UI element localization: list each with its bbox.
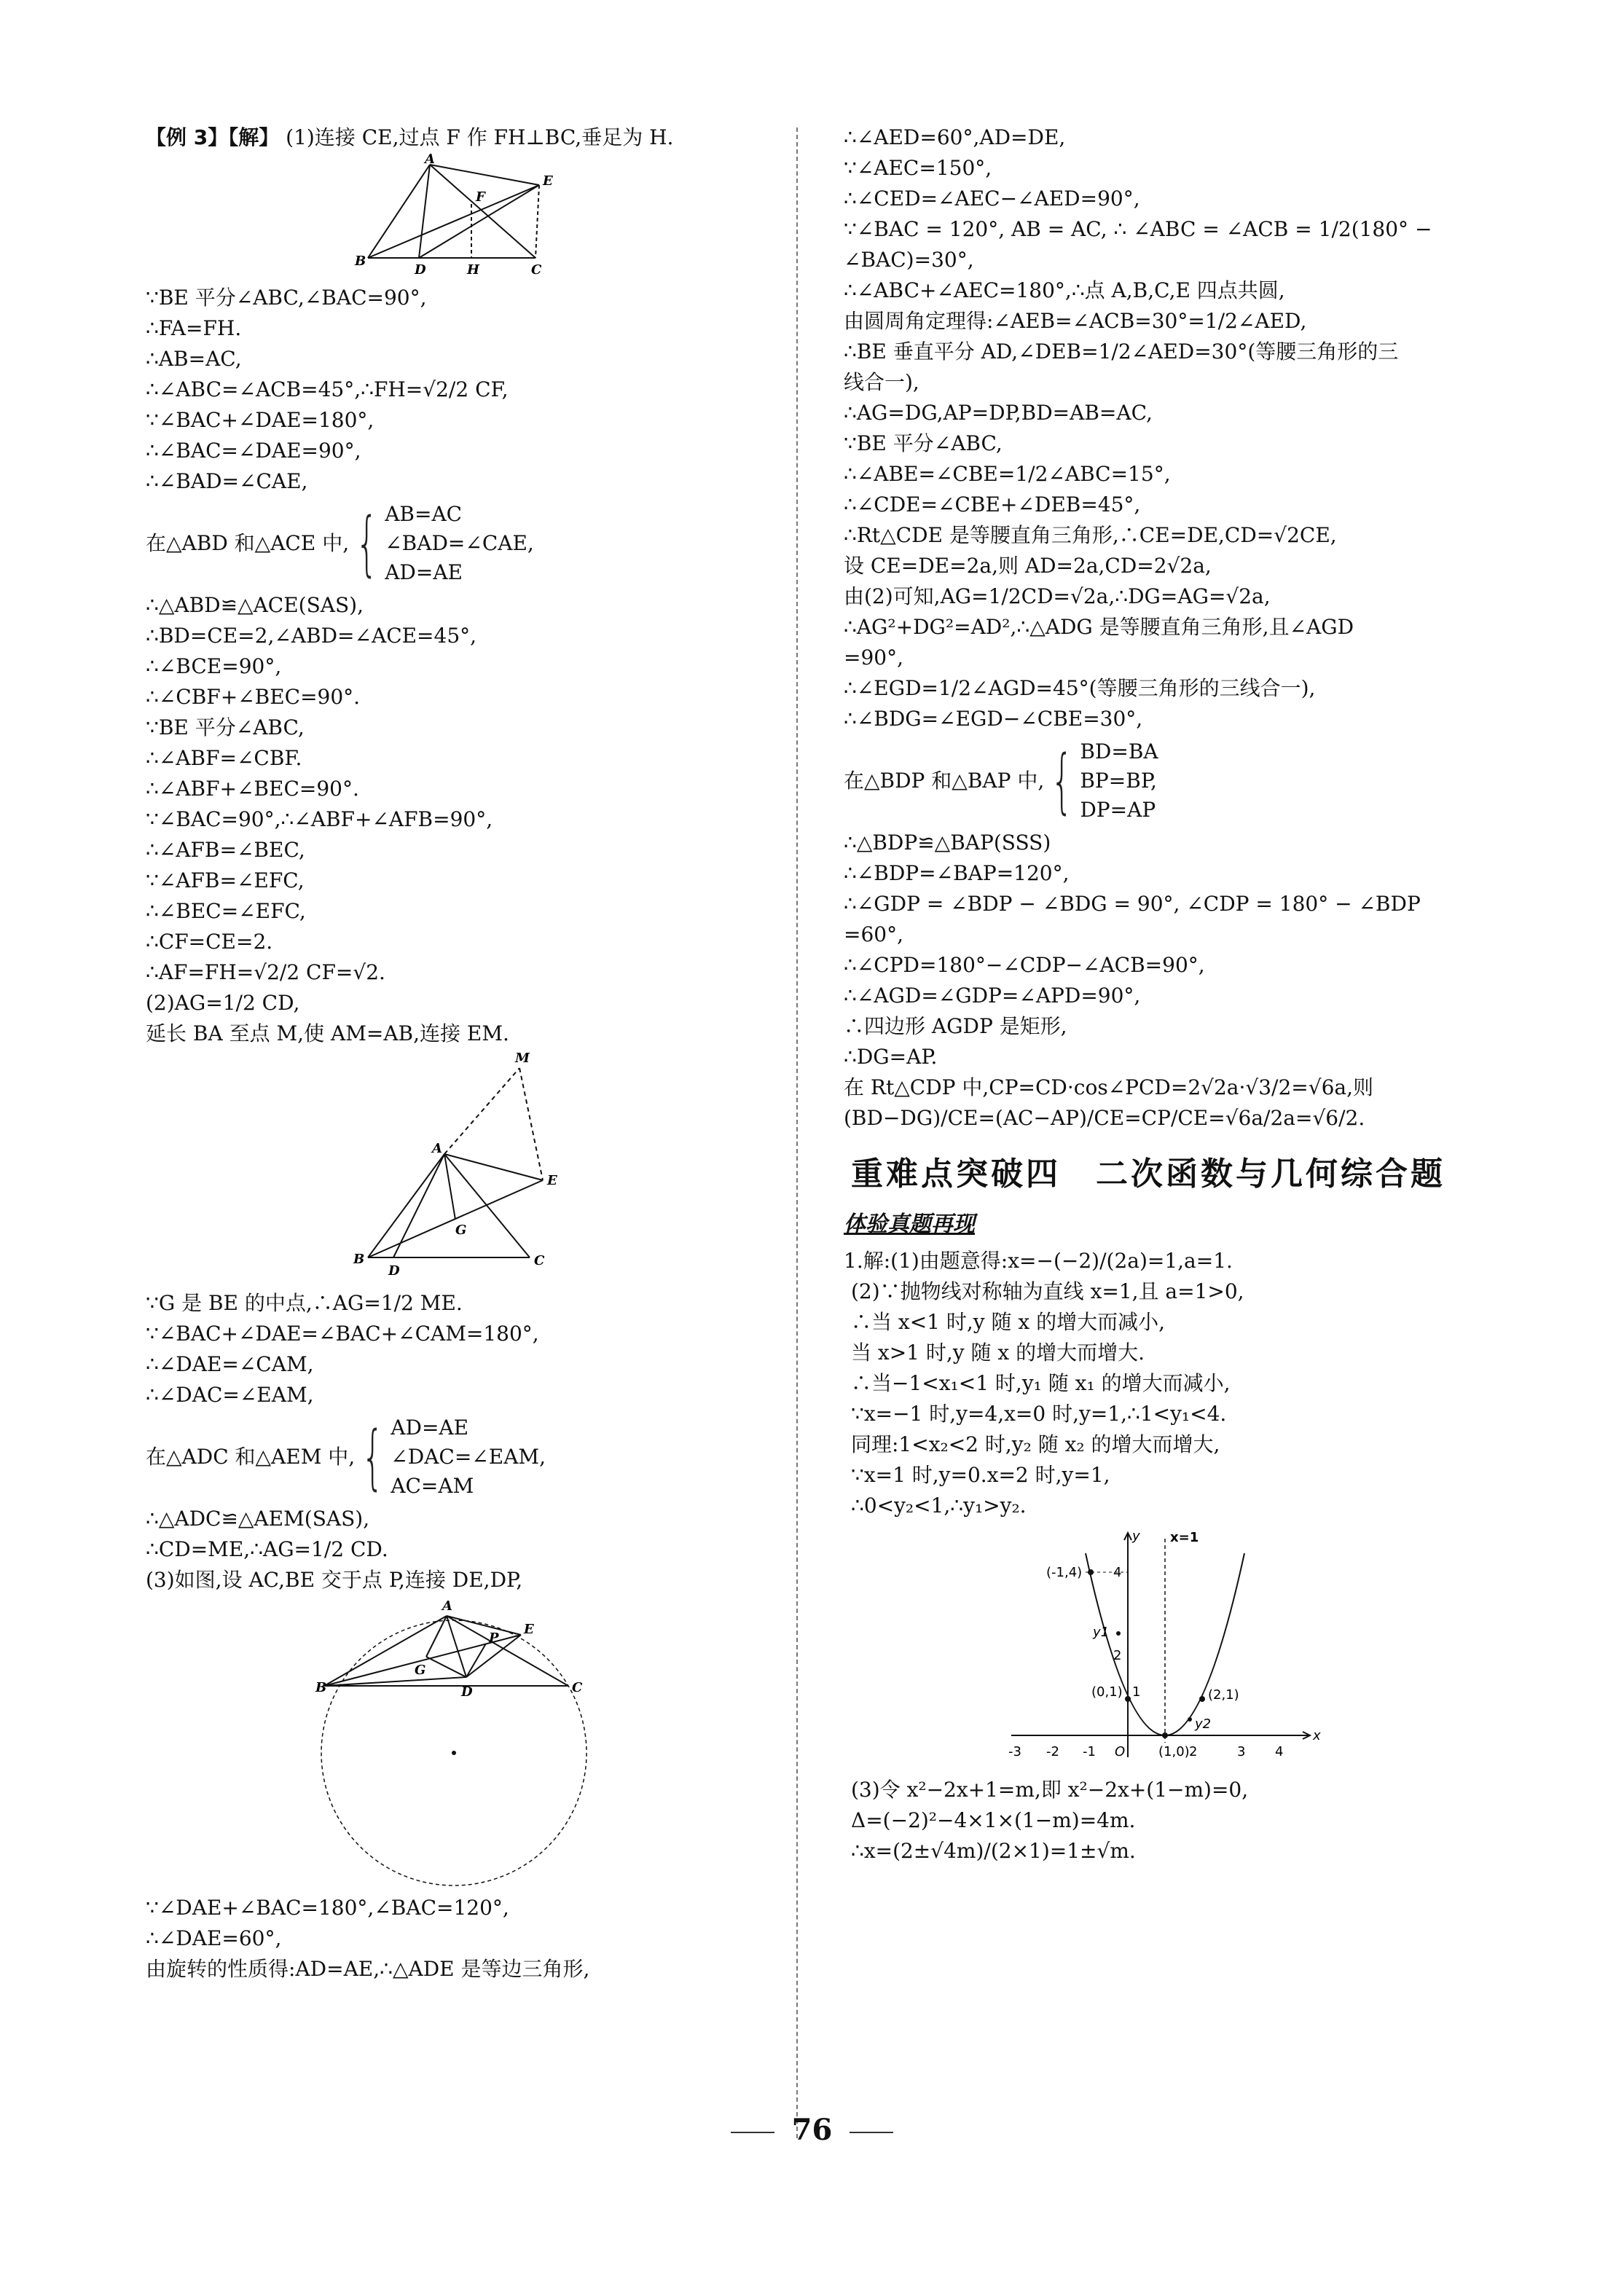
- brace-icon: {: [356, 503, 378, 584]
- text-line: 由(2)可知,AG=1/2CD=√2a,∴DG=AG=√2a,: [844, 584, 1271, 608]
- point-label: (0,1): [1091, 1684, 1123, 1700]
- text-line: ∴∠DAC=∠EAM,: [146, 1383, 314, 1407]
- text-line: ∴△ADC≌△AEM(SAS),: [146, 1507, 370, 1531]
- axis-label-y: y: [1132, 1528, 1140, 1544]
- fig1-label: B: [355, 254, 366, 269]
- text-line: ∴∠DAE=60°,: [146, 1926, 282, 1950]
- figure-circle-abc: [317, 1598, 608, 1890]
- proof-block-f: [146, 1893, 780, 1985]
- text-line: 设 CE=DE=2a,则 AD=2a,CD=2√2a,: [844, 554, 1212, 578]
- point-label: (1,0): [1158, 1744, 1190, 1759]
- text-line: 线合一),: [844, 370, 919, 394]
- system-row: AD=AE: [385, 560, 463, 584]
- axis-label-x: x: [1313, 1728, 1321, 1743]
- system-lead: 在△BDP 和△BAP 中,: [844, 769, 1045, 793]
- text-line: ∴四边形 AGDP 是矩形,: [844, 1014, 1067, 1038]
- proof-block-e: [146, 1504, 780, 1596]
- left-column: [146, 122, 780, 1985]
- fig3-label: G: [415, 1663, 426, 1678]
- text-line: ∴AF=FH=√2/2 CF=√2.: [146, 960, 385, 984]
- fig1-label: D: [415, 262, 426, 278]
- text-line: ∴∠ABF=∠CBF.: [146, 746, 302, 770]
- fig2-label: G: [455, 1222, 467, 1238]
- dash-decoration: [731, 2132, 774, 2133]
- text-line: ∴△BDP≌△BAP(SSS): [844, 831, 1051, 855]
- text-line: ∴∠CPD=180°−∠CDP−∠ACB=90°,: [844, 953, 1205, 977]
- brace-icon: {: [1051, 740, 1074, 822]
- fig2-label: M: [515, 1051, 530, 1066]
- system-row: AB=AC: [385, 502, 463, 526]
- text-line: ∴AG²+DG²=AD²,∴△ADG 是等腰直角三角形,且∠AGD: [844, 615, 1354, 639]
- text-line: ∴∠GDP = ∠BDP − ∠BDG = 90°, ∠CDP = 180° − ∠BDP: [844, 892, 1421, 916]
- page-number: [0, 2113, 1624, 2147]
- tick-label: 3: [1237, 1744, 1246, 1759]
- fig3-label: E: [524, 1622, 534, 1637]
- text-line: ∴∠ABC+∠AEC=180°,∴点 A,B,C,E 四点共圆,: [844, 278, 1285, 302]
- text-line: ∴∠EGD=1/2∠AGD=45°(等腰三角形的三线合一),: [844, 676, 1316, 700]
- text-line: ∴当 x<1 时,y 随 x 的增大而减小,: [851, 1310, 1165, 1334]
- subsection-heading: 体验真题再现: [844, 1212, 975, 1237]
- text-line: ∵∠BAC+∠DAE=∠BAC+∠CAM=180°,: [146, 1322, 539, 1346]
- text-line: ∴∠DAE=∠CAM,: [146, 1352, 314, 1376]
- figure-triangle-abc-2: [346, 1052, 579, 1285]
- tick-label: 4: [1113, 1565, 1122, 1580]
- text-line: ∴AG=DG,AP=DP,BD=AB=AC,: [844, 401, 1153, 425]
- system-lead: 在△ADC 和△AEM 中,: [146, 1445, 356, 1469]
- page-number-text: 76: [791, 2113, 833, 2147]
- solution-block-2: [844, 1775, 1485, 1867]
- text-line: ∵∠BAC+∠DAE=180°,: [146, 408, 374, 432]
- text-line: ∴∠AFB=∠BEC,: [146, 838, 305, 862]
- text-line: 由旋转的性质得:AD=AE,∴△ADE 是等边三角形,: [146, 1957, 590, 1981]
- text-line: Δ=(−2)²−4×1×(1−m)=4m.: [851, 1808, 1136, 1832]
- figure-triangle-abc-1: [353, 152, 572, 280]
- proof-block-d: [146, 1288, 780, 1410]
- tick-label: -3: [1008, 1744, 1021, 1759]
- text-line: ∴∠BCE=90°,: [146, 654, 282, 678]
- proof-block-r-b: [844, 828, 1485, 1134]
- text-line: ∴0<y₂<1,∴y₁>y₂.: [851, 1494, 1027, 1518]
- text-line: ∴CF=CE=2.: [146, 930, 273, 954]
- system-row: AC=AM: [391, 1474, 474, 1498]
- text-line: 由圆周角定理得:∠AEB=∠ACB=30°=1/2∠AED,: [844, 309, 1307, 333]
- fig2-label: A: [432, 1141, 442, 1156]
- text-line: ∵∠BAC = 120°, AB = AC, ∴ ∠ABC = ∠ACB = 1/2(180° −: [844, 217, 1432, 241]
- dash-decoration: [850, 2132, 893, 2133]
- text-line: ∴∠CBF+∠BEC=90°.: [146, 685, 361, 709]
- text-line: ∴∠CDE=∠CBE+∠DEB=45°,: [844, 492, 1141, 517]
- text-line: ∴当−1<x₁<1 时,y₁ 随 x₁ 的增大而减小,: [851, 1371, 1231, 1395]
- section-title: 重难点突破四 二次函数与几何综合题: [851, 1155, 1445, 1193]
- text-line: =60°,: [844, 922, 903, 946]
- text-line: (2)∵抛物线对称轴为直线 x=1,且 a=1>0,: [851, 1279, 1244, 1303]
- text-line: ∵BE 平分∠ABC,: [146, 715, 305, 739]
- tick-label: -1: [1083, 1744, 1096, 1759]
- text-line: ∴∠AGD=∠GDP=∠APD=90°,: [844, 984, 1141, 1008]
- text-line: (1)连接 CE,过点 F 作 FH⊥BC,垂足为 H.: [286, 125, 674, 149]
- fig3-label: D: [461, 1684, 473, 1700]
- fig1-label: A: [425, 152, 435, 167]
- text-line: =90°,: [844, 645, 903, 670]
- text-line: ∴BD=CE=2,∠ABD=∠ACE=45°,: [146, 624, 477, 648]
- proof-block-b: [146, 283, 780, 497]
- text-line: ∴AB=AC,: [146, 347, 242, 371]
- system-row: AD=AE: [391, 1416, 469, 1440]
- tick-label: 1: [1132, 1684, 1141, 1700]
- parabola-graph: [1004, 1524, 1325, 1772]
- text-line: (2)AG=1/2 CD,: [146, 991, 300, 1015]
- tick-label: -2: [1046, 1744, 1059, 1759]
- text-line: ∴∠BEC=∠EFC,: [146, 899, 306, 923]
- column-divider: [796, 127, 798, 2138]
- example-tag: 【例 3】【解】: [146, 125, 280, 149]
- text-line: ∠BAC)=30°,: [844, 248, 974, 272]
- text-line: ∴∠BAC=∠DAE=90°,: [146, 439, 361, 463]
- text-line: ∵G 是 BE 的中点,∴AG=1/2 ME.: [146, 1291, 463, 1315]
- text-line: (3)如图,设 AC,BE 交于点 P,连接 DE,DP,: [146, 1568, 523, 1592]
- fig1-label: H: [467, 262, 480, 278]
- text-line: ∵∠DAE+∠BAC=180°,∠BAC=120°,: [146, 1896, 509, 1920]
- text-line: ∵BE 平分∠ABC,: [844, 431, 1003, 455]
- fig2-label: E: [547, 1173, 557, 1188]
- text-line: ∴∠ABE=∠CBE=1/2∠ABC=15°,: [844, 462, 1171, 486]
- text-line: ∵x=1 时,y=0.x=2 时,y=1,: [851, 1463, 1110, 1487]
- equation-system-1: [146, 500, 780, 587]
- system-row: DP=AP: [1080, 798, 1156, 822]
- text-line: ∴∠BDP=∠BAP=120°,: [844, 861, 1070, 885]
- tick-label: O: [1115, 1744, 1126, 1759]
- system-row: BP=BP,: [1080, 769, 1157, 793]
- equation-system-2: [146, 1413, 780, 1501]
- tick-label: 4: [1275, 1744, 1284, 1759]
- text-line: ∴∠BDG=∠EGD−∠CBE=30°,: [844, 707, 1143, 731]
- fig3-label: A: [442, 1598, 452, 1614]
- point-label: (-1,4): [1046, 1565, 1083, 1580]
- text-line: 当 x>1 时,y 随 x 的增大而增大.: [851, 1341, 1145, 1365]
- right-column: [844, 122, 1485, 1867]
- system-lead: 在△ABD 和△ACE 中,: [146, 531, 350, 555]
- text-line: ∵BE 平分∠ABC,∠BAC=90°,: [146, 286, 427, 310]
- text-line: 在 Rt△CDP 中,CP=CD·cos∠PCD=2√2a·√3/2=√6a,则: [844, 1075, 1374, 1099]
- tick-label: 2: [1113, 1648, 1122, 1663]
- system-row: ∠DAC=∠EAM,: [391, 1445, 546, 1469]
- point-label: y1: [1093, 1625, 1110, 1640]
- text-line: ∴∠ABC=∠ACB=45°,∴FH=√2/2 CF,: [146, 377, 509, 401]
- text-line: ∴x=(2±√4m)/(2×1)=1±√m.: [851, 1839, 1136, 1863]
- fig1-label: F: [476, 189, 485, 205]
- text-line: ∴∠ABF+∠BEC=90°.: [146, 777, 359, 801]
- text-line: 延长 BA 至点 M,使 AM=AB,连接 EM.: [146, 1021, 509, 1045]
- text-line: ∴BE 垂直平分 AD,∠DEB=1/2∠AED=30°(等腰三角形的三: [844, 340, 1399, 364]
- fig2-label: D: [388, 1263, 400, 1279]
- text-line: 1.解:(1)由题意得:x=−(−2)/(2a)=1,a=1.: [844, 1249, 1233, 1273]
- text-line: (BD−DG)/CE=(AC−AP)/CE=CP/CE=√6a/2a=√6/2.: [844, 1106, 1365, 1130]
- system-row: BD=BA: [1080, 739, 1158, 764]
- text-line: ∴FA=FH.: [146, 316, 242, 340]
- proof-block-r-a: [844, 122, 1485, 734]
- system-row: ∠BAD=∠CAE,: [385, 531, 534, 555]
- symmetry-axis-label: x=1: [1170, 1530, 1199, 1545]
- fig2-label: B: [353, 1252, 365, 1267]
- text-line: ∵∠BAC=90°,∴∠ABF+∠AFB=90°,: [146, 807, 493, 831]
- example-heading: [146, 122, 780, 153]
- text-line: (3)令 x²−2x+1=m,即 x²−2x+(1−m)=0,: [851, 1778, 1249, 1802]
- equation-system-3: [844, 737, 1485, 825]
- text-line: ∴Rt△CDE 是等腰直角三角形,∴CE=DE,CD=√2CE,: [844, 523, 1337, 547]
- text-line: ∵∠AEC=150°,: [844, 156, 992, 180]
- text-line: ∴∠CED=∠AEC−∠AED=90°,: [844, 187, 1140, 211]
- text-line: ∴∠BAD=∠CAE,: [146, 469, 308, 493]
- text-line: ∴CD=ME,∴AG=1/2 CD.: [146, 1537, 388, 1561]
- text-line: ∵x=−1 时,y=4,x=0 时,y=1,∴1<y₁<4.: [851, 1402, 1227, 1426]
- text-line: ∴△ABD≌△ACE(SAS),: [146, 593, 364, 617]
- text-line: ∴∠AED=60°,AD=DE,: [844, 125, 1066, 149]
- point-label: y2: [1195, 1716, 1212, 1732]
- fig1-label: E: [543, 173, 553, 189]
- text-line: 同理:1<x₂<2 时,y₂ 随 x₂ 的增大而增大,: [851, 1432, 1220, 1456]
- fig2-label: C: [534, 1253, 545, 1268]
- fig3-label: B: [315, 1680, 327, 1695]
- solution-block-1: [844, 1246, 1485, 1521]
- tick-label: 2: [1189, 1744, 1198, 1759]
- fig3-label: P: [489, 1630, 499, 1646]
- fig3-label: C: [572, 1680, 583, 1695]
- text-line: ∵∠AFB=∠EFC,: [146, 868, 305, 892]
- proof-block-c: [146, 590, 780, 1049]
- brace-icon: {: [361, 1416, 385, 1498]
- fig1-label: C: [531, 262, 542, 278]
- text-line: ∴DG=AP.: [844, 1045, 938, 1069]
- point-label: (2,1): [1208, 1687, 1239, 1703]
